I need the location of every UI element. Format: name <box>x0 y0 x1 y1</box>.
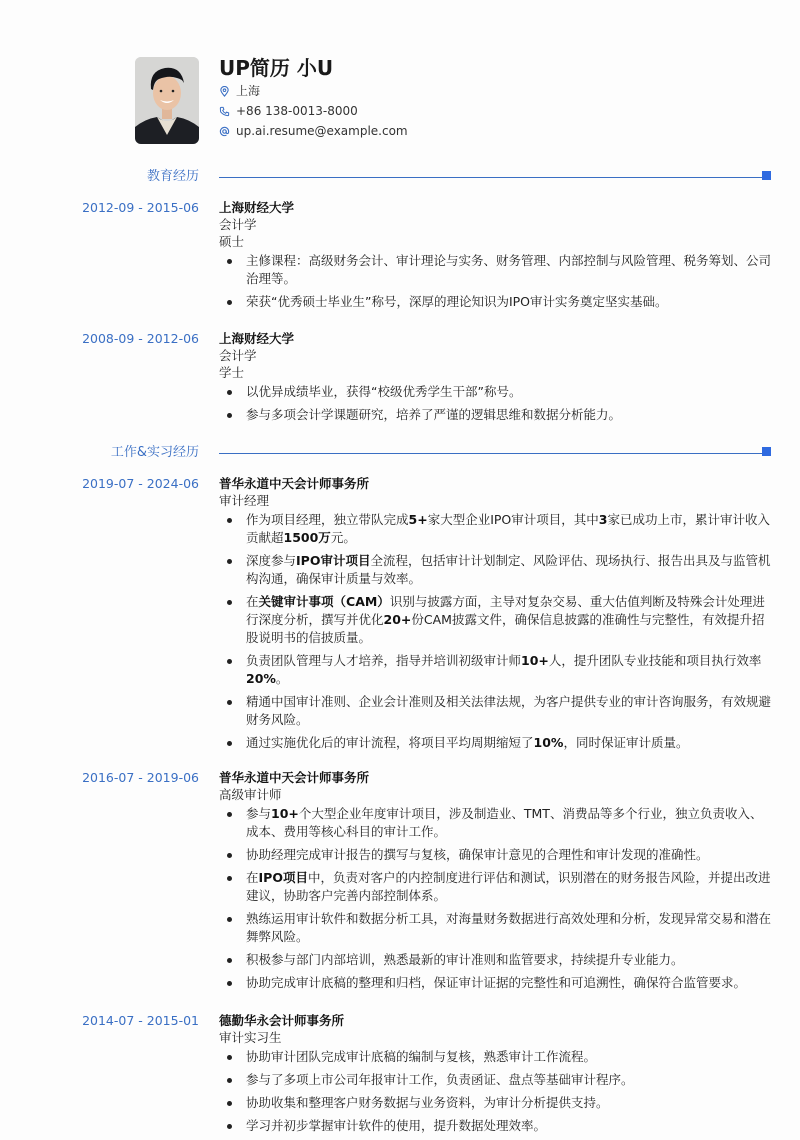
bullet-item: 负责团队管理与人才培养，指导并培训初级审计师10+人，提升团队专业技能和项目执行效率20%。 <box>219 652 774 688</box>
entry-date: 2019-07 - 2024-06 <box>82 476 199 491</box>
bullet-list <box>219 805 774 992</box>
entry-content <box>219 330 774 429</box>
section-marker-square <box>762 171 771 180</box>
bullet-item: 通过实施优化后的审计流程，将项目平均周期缩短了10%，同时保证审计质量。 <box>219 734 774 752</box>
at-sign-icon <box>219 126 230 137</box>
bullet-item: 精通中国审计准则、企业会计准则及相关法律法规，为客户提供专业的审计咨询服务，有效规避财务风险。 <box>219 693 774 729</box>
bullet-item: 以优异成绩毕业，获得“校级优秀学生干部”称号。 <box>219 383 774 401</box>
section-title-education: 教育经历 <box>146 169 199 184</box>
bullet-item: 协助经理完成审计报告的撰写与复核，确保审计意见的合理性和审计发现的准确性。 <box>219 846 774 864</box>
major: 会计学 <box>219 217 257 232</box>
entry-date: 2012-09 - 2015-06 <box>82 200 199 215</box>
bullet-item: 深度参与IPO审计项目全流程，包括审计计划制定、风险评估、现场执行、报告出具及与监管机构沟通，确保审计质量与效率。 <box>219 552 774 588</box>
major: 会计学 <box>219 348 257 363</box>
entry-content <box>219 769 774 997</box>
company-name: 普华永道中天会计师事务所 <box>219 770 370 785</box>
email-text[interactable]: up.ai.resume@example.com <box>236 124 408 138</box>
phone-text: +86 138-0013-8000 <box>236 104 358 118</box>
bullet-list <box>219 383 774 424</box>
resume-header <box>135 57 408 144</box>
phone-icon <box>219 106 230 117</box>
bullet-item: 在关键审计事项（CAM）识别与披露方面，主导对复杂交易、重大估值判断及特殊会计处理进行深度分析，撰写并优化20+份CAM披露文件，确保信息披露的准确性与完整性，有效提升招股说明书的信披质量。 <box>219 593 774 647</box>
location-pin-icon <box>219 86 230 97</box>
bullet-item: 作为项目经理，独立带队完成5+家大型企业IPO审计项目，其中3家已成功上市，累计审计收入贡献超1500万元。 <box>219 511 774 547</box>
entry-date: 2014-07 - 2015-01 <box>82 1013 199 1028</box>
bullet-item: 积极参与部门内部培训，熟悉最新的审计准则和监管要求，持续提升专业能力。 <box>219 951 774 969</box>
bullet-list <box>219 252 774 311</box>
company-name: 普华永道中天会计师事务所 <box>219 476 370 491</box>
section-title-work: 工作&实习经历 <box>110 445 199 460</box>
section-marker-square <box>762 447 771 456</box>
degree: 学士 <box>219 365 245 380</box>
bullet-item: 熟练运用审计软件和数据分析工具，对海量财务数据进行高效处理和分析，发现异常交易和潜在舞弊风险。 <box>219 910 774 946</box>
profile-photo-image <box>135 57 199 144</box>
email-row <box>219 121 408 141</box>
bullet-item: 协助审计团队完成审计底稿的编制与复核，熟悉审计工作流程。 <box>219 1048 774 1066</box>
section-divider <box>219 453 764 454</box>
bullet-list <box>219 511 774 752</box>
school-name: 上海财经大学 <box>219 331 295 346</box>
education-section-header <box>0 167 800 187</box>
bullet-item: 在IPO项目中，负责对客户的内控制度进行评估和测试，识别潜在的财务报告风险，并提出改进建议，协助客户完善内部控制体系。 <box>219 869 774 905</box>
phone-row <box>219 101 408 121</box>
bullet-item: 协助收集和整理客户财务数据与业务资料，为审计分析提供支持。 <box>219 1094 774 1112</box>
entry-content <box>219 475 774 757</box>
job-title: 高级审计师 <box>219 787 282 802</box>
job-title: 审计经理 <box>219 493 270 508</box>
job-title: 审计实习生 <box>219 1030 282 1045</box>
entry-date: 2008-09 - 2012-06 <box>82 331 199 346</box>
profile-photo <box>135 57 199 144</box>
location-text: 上海 <box>236 84 261 98</box>
company-name: 德勤华永会计师事务所 <box>219 1013 345 1028</box>
entry-content <box>219 1012 774 1140</box>
entry-content <box>219 199 774 316</box>
bullet-item: 参与了多项上市公司年报审计工作，负责函证、盘点等基础审计程序。 <box>219 1071 774 1089</box>
bullet-list <box>219 1048 774 1135</box>
bullet-item: 协助完成审计底稿的整理和归档，保证审计证据的完整性和可追溯性，确保符合监管要求。 <box>219 974 774 992</box>
bullet-item: 荣获“优秀硕士毕业生”称号，深厚的理论知识为IPO审计实务奠定坚实基础。 <box>219 293 774 311</box>
name-block <box>219 55 408 144</box>
section-divider <box>219 177 764 178</box>
work-section-header <box>0 443 800 463</box>
bullet-item: 主修课程：高级财务会计、审计理论与实务、财务管理、内部控制与风险管理、税务筹划、公司治理等。 <box>219 252 774 288</box>
candidate-name: UP简历 小U <box>219 56 334 80</box>
bullet-item: 参与10+个大型企业年度审计项目，涉及制造业、TMT、消费品等多个行业，独立负责收入、成本、费用等核心科目的审计工作。 <box>219 805 774 841</box>
entry-date: 2016-07 - 2019-06 <box>82 770 199 785</box>
bullet-item: 学习并初步掌握审计软件的使用，提升数据处理效率。 <box>219 1117 774 1135</box>
bullet-item: 参与多项会计学课题研究，培养了严谨的逻辑思维和数据分析能力。 <box>219 406 774 424</box>
location-row <box>219 81 408 101</box>
school-name: 上海财经大学 <box>219 200 295 215</box>
degree: 硕士 <box>219 234 245 249</box>
